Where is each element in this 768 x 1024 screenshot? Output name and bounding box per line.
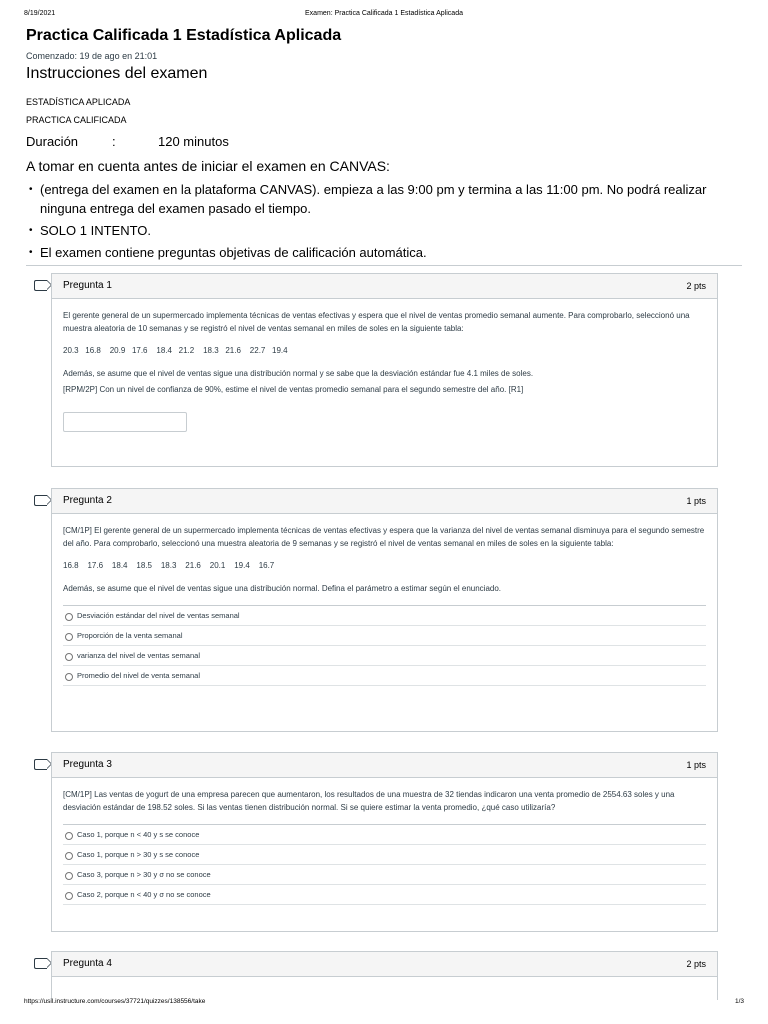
quiz-title: Practica Calificada 1 Estadística Aplicada — [26, 27, 342, 44]
question-points: 2 pts — [686, 281, 706, 291]
radio-button[interactable] — [65, 852, 73, 860]
question-1 — [51, 273, 718, 467]
rules-list — [26, 180, 742, 262]
duration-line — [26, 134, 742, 150]
duration-label: Duración — [26, 134, 79, 149]
option-label[interactable]: Caso 1, porque n > 30 y s se conoce — [77, 850, 200, 859]
option-label[interactable]: Caso 3, porque n > 30 y σ no se conoce — [77, 870, 211, 879]
answer-option[interactable] — [63, 646, 706, 666]
duration-separator: : — [112, 134, 116, 149]
question-text: [RPM/2P] Con un nivel de confianza de 90%, estime el nivel de ventas promedio semanal para el segundo semestre del año. [R1] — [63, 385, 524, 394]
radio-button[interactable] — [65, 653, 73, 661]
started-timestamp: Comenzado: 19 de ago en 21:01 — [26, 51, 158, 61]
rule-item — [26, 180, 742, 218]
data-values: 20.3 16.8 20.9 17.6 18.4 21.2 18.3 21.6 22.7 19.4 — [63, 346, 288, 355]
answer-option[interactable] — [63, 825, 706, 845]
answer-options — [63, 605, 706, 686]
question-text: Además, se asume que el nivel de ventas sigue una distribución normal y se sabe que la desviación estándar fue 4.1 miles de soles. — [63, 368, 534, 378]
question-name: Pregunta 1 — [63, 280, 112, 291]
question-points: 2 pts — [686, 959, 706, 969]
bookmark-flag-icon[interactable] — [34, 759, 47, 770]
instructions-heading: Instrucciones del examen — [26, 65, 208, 82]
print-title: Examen: Practica Calificada 1 Estadística Aplicada — [305, 10, 463, 17]
print-page-number: 1/3 — [734, 998, 744, 1005]
question-points: 1 pts — [686, 760, 706, 770]
answer-option[interactable] — [63, 865, 706, 885]
rule-item — [26, 221, 742, 240]
practice-name: PRACTICA CALIFICADA — [26, 115, 127, 125]
rule-text: SOLO 1 INTENTO. — [40, 223, 152, 238]
course-name: ESTADÍSTICA APLICADA — [26, 97, 131, 107]
rule-text: El examen contiene preguntas objetivas de calificación automática. — [40, 245, 427, 260]
option-label[interactable]: Promedio del nivel de venta semanal — [77, 671, 200, 680]
option-label[interactable]: Caso 2, porque n < 40 y σ no se conoce — [77, 890, 211, 899]
answer-options — [63, 824, 706, 905]
question-3 — [51, 752, 718, 932]
print-header — [24, 10, 744, 22]
question-name: Pregunta 4 — [63, 958, 112, 969]
question-header — [52, 753, 717, 778]
radio-button[interactable] — [65, 892, 73, 900]
question-header — [52, 952, 717, 977]
bookmark-flag-icon[interactable] — [34, 280, 47, 291]
radio-button[interactable] — [65, 613, 73, 621]
question-text: [CM/1P] El gerente general de un supermercado implementa técnicas de ventas efectivas y espera que la varianza del nivel de ventas semanal disminuya para el segundo semestre del año. Para comprobarlo, seleccionó una muestra aleatoria de 9 semanas y se registró el nivel de ventas semanal en miles de soles en la siguiente tabla: — [63, 526, 705, 548]
radio-button[interactable] — [65, 832, 73, 840]
question-body — [52, 514, 717, 698]
canvas-note: A tomar en cuenta antes de iniciar el examen en CANVAS: — [26, 158, 390, 174]
question-name: Pregunta 3 — [63, 759, 112, 770]
answer-input[interactable] — [63, 412, 187, 432]
question-header — [52, 274, 717, 299]
question-2 — [51, 488, 718, 732]
option-label[interactable]: Desviación estándar del nivel de ventas semanal — [77, 611, 240, 620]
question-body — [52, 778, 717, 917]
question-name: Pregunta 2 — [63, 495, 112, 506]
question-4 — [51, 951, 718, 1000]
radio-button[interactable] — [65, 633, 73, 641]
answer-option[interactable] — [63, 626, 706, 646]
rule-item — [26, 243, 742, 262]
question-text: [CM/1P] Las ventas de yogurt de una empresa parecen que aumentaron, los resultados de una muestra de 32 tiendas indicaron una venta promedio de 2554.63 soles y una desviación estándar de 198.52 soles. Si las ventas tienen distribución normal. Si se quiere estimar la venta promedio, ¿qué caso utilizaría? — [63, 790, 675, 812]
bullet-icon: • — [29, 225, 33, 236]
radio-button[interactable] — [65, 872, 73, 880]
bookmark-flag-icon[interactable] — [34, 495, 47, 506]
print-url: https://usil.instructure.com/courses/37721/quizzes/138556/take — [24, 998, 206, 1005]
quiz-content — [26, 26, 742, 266]
rule-text: (entrega del examen en la plataforma CANVAS). empieza a las 9:00 pm y termina a las 11:00 pm. No podrá realizar ninguna entrega del examen pasado el tiempo. — [40, 182, 707, 216]
print-date: 8/19/2021 — [24, 10, 56, 17]
bookmark-flag-icon[interactable] — [34, 958, 47, 969]
instructions-divider — [26, 265, 742, 266]
option-label[interactable]: varianza del nivel de ventas semanal — [77, 651, 200, 660]
answer-option[interactable] — [63, 666, 706, 686]
question-body — [52, 299, 717, 444]
option-label[interactable]: Proporción de la venta semanal — [77, 631, 183, 640]
question-header — [52, 489, 717, 514]
question-text: Además, se asume que el nivel de ventas sigue una distribución normal. Defina el parámetro a estimar según el enunciado. — [63, 583, 502, 593]
question-text: El gerente general de un supermercado implementa técnicas de ventas efectivas y espera que el nivel de ventas promedio semanal aumente. Para comprobarlo, seleccionó una muestra aleatoria de 10 semanas y se registró el nivel de ventas semanal en miles de soles en la siguiente tabla: — [63, 311, 690, 333]
option-label[interactable]: Caso 1, porque n < 40 y s se conoce — [77, 830, 200, 839]
print-footer — [24, 998, 744, 1010]
question-points: 1 pts — [686, 496, 706, 506]
data-values: 16.8 17.6 18.4 18.5 18.3 21.6 20.1 19.4 16.7 — [63, 561, 275, 570]
answer-option[interactable] — [63, 885, 706, 905]
answer-option[interactable] — [63, 845, 706, 865]
duration-value: 120 minutos — [158, 134, 229, 149]
radio-button[interactable] — [65, 673, 73, 681]
bullet-icon: • — [29, 184, 33, 195]
answer-option[interactable] — [63, 606, 706, 626]
bullet-icon: • — [29, 247, 33, 258]
